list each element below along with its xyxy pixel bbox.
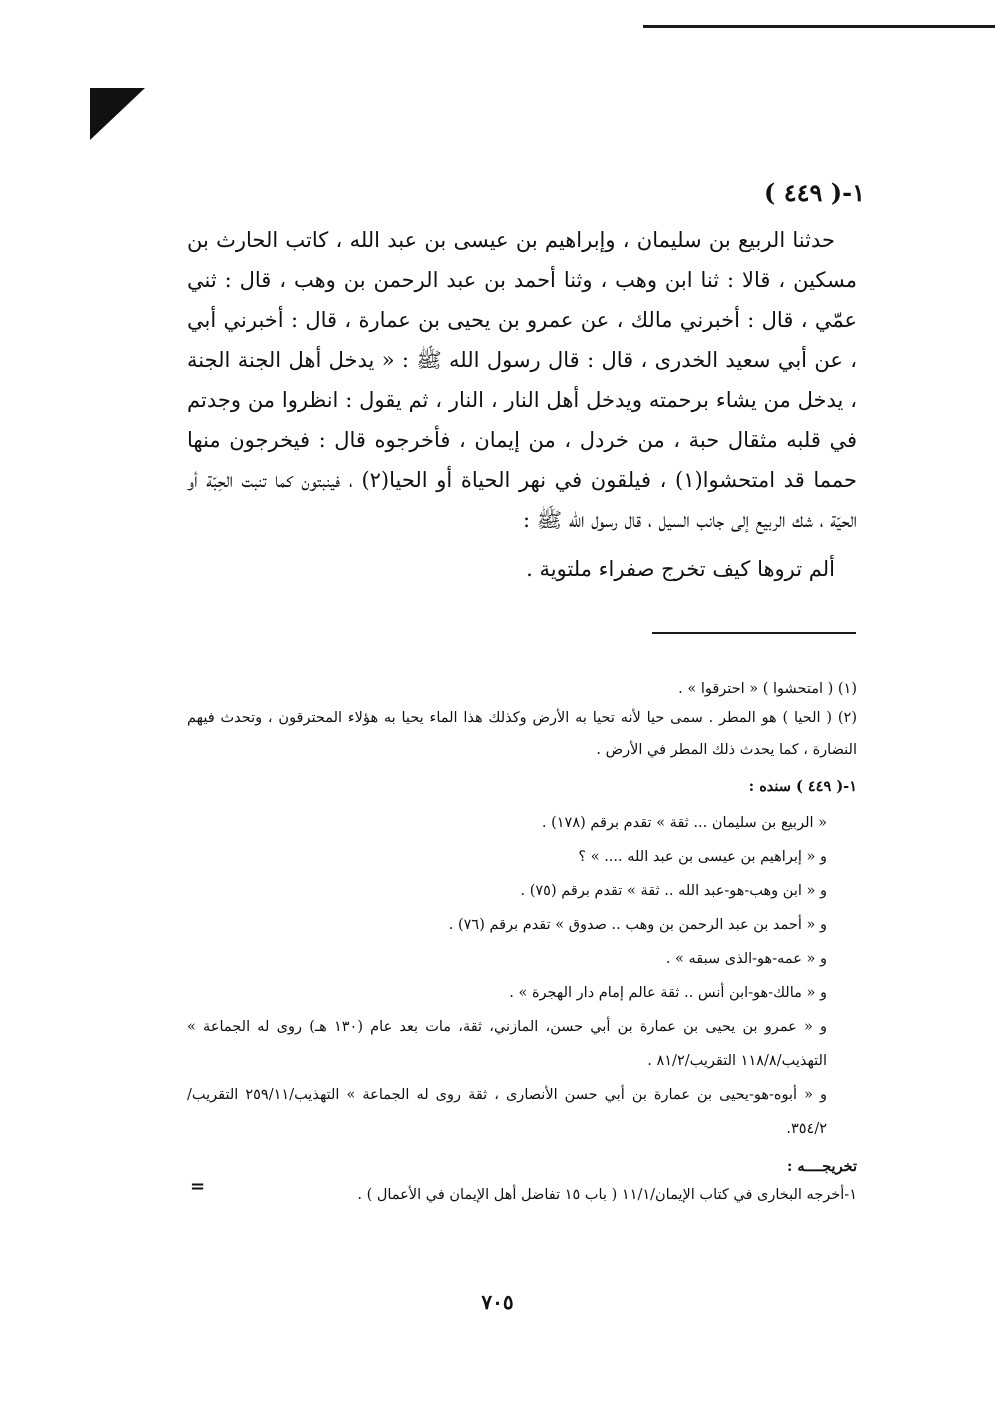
isnad-item: « الربيع بن سليمان ... ثقة » تقدم برقم (١٧٨) . xyxy=(541,815,827,831)
isnad-item: و « أحمد بن عبد الرحمن بن وهب .. صدوق » تقدم برقم (٧٦) . xyxy=(448,917,827,933)
continuation-mark: = xyxy=(190,1176,206,1197)
corner-triangle-mark xyxy=(90,88,145,140)
hadith-closing-line: ألم تروها كيف تخرج صفراء ملتوية . xyxy=(526,557,835,581)
header-rule xyxy=(643,25,995,28)
isnad-list xyxy=(187,806,857,1146)
hadith-number: ١-( ٤٤٩ ) xyxy=(764,178,865,207)
isnad-item: و « ابن وهب-هو-عبد الله .. ثقة » تقدم برقم (٧٥) . xyxy=(520,883,827,899)
hadith-text xyxy=(187,220,857,540)
footnote-2: (٢) ( الحيا ) هو المطر . سمى حيا لأنه تحيا به الأرض وكذلك هذا الماء يحيا به هؤلاء المحترقون ، وتحدث فيهم النضارة ، كما يحدث ذلك المطر في الأرض . xyxy=(187,710,857,758)
hadith-body: حدثنا الربيع بن سليمان ، وإبراهيم بن عيسى بن عبد الله ، كاتب الحارث بن مسكين ، قالا : ثنا ابن وهب ، وثنا أحمد بن عبد الرحمن بن وهب ، قال : ثني عمّي ، قال : أخبرني مالك ، عن عمرو بن يحيى بن عمارة ، قال : أخبرني أبي ، عن أبي سعيد الخدرى ، قال : قال رسول الله ﷺ : « يدخل أهل الجنة الجنة ، يدخل من يشاء برحمته ويدخل أهل النار ، النار ، ثم يقول : انظروا من وجدتم في قلبه مثقال حبة ، من خردل ، من إيمان ، فأخرجوه قال : فيخرجون منها حمما قد امتحشوا(١) ، فيلقون في نهر الحياة أو الحيا(٢) ، فينبتون كما تنبت الحِبّة أو الحيّة ، شك الربيع إلى جانب السيل ، قال رسول الله ﷺ : xyxy=(187,228,857,532)
takhrij-item: ١-أخرجه البخارى في كتاب الإيمان/١١/١ ( باب ١٥ تفاضل أهل الإيمان في الأعمال ) . xyxy=(357,1187,857,1203)
isnad-item: و « عمرو بن يحيى بن عمارة بن أبي حسن، المازني، ثقة، مات بعد عام (١٣٠ هـ) روى له الجماعة » التهذيب/١١٨/٨ التقريب/٨١/٢ . xyxy=(187,1019,827,1069)
page-number: ٧٠٥ xyxy=(481,1290,514,1314)
isnad-item: و « مالك-هو-ابن أنس .. ثقة عالم إمام دار الهجرة » . xyxy=(509,985,827,1001)
isnad-item: و « عمه-هو-الذى سبقه » . xyxy=(665,951,827,967)
footnote-1: (١) ( امتحشوا ) « احترقوا » . xyxy=(678,681,857,697)
isnad-item: و « أبوه-هو-يحيى بن عمارة بن أبي حسن الأنصارى ، ثقة روى له الجماعة » التهذيب/٢٥٩/١١ التقريب/٣٥٤/٢. xyxy=(187,1087,827,1137)
footnote-separator xyxy=(652,632,856,634)
isnad-item: و « إبراهيم بن عيسى بن عبد الله .... » ؟ xyxy=(578,849,827,865)
takhrij-title: تخريجــــه : xyxy=(787,1158,857,1175)
isnad-title: ١-( ٤٤٩ ) سنده : xyxy=(748,778,857,795)
